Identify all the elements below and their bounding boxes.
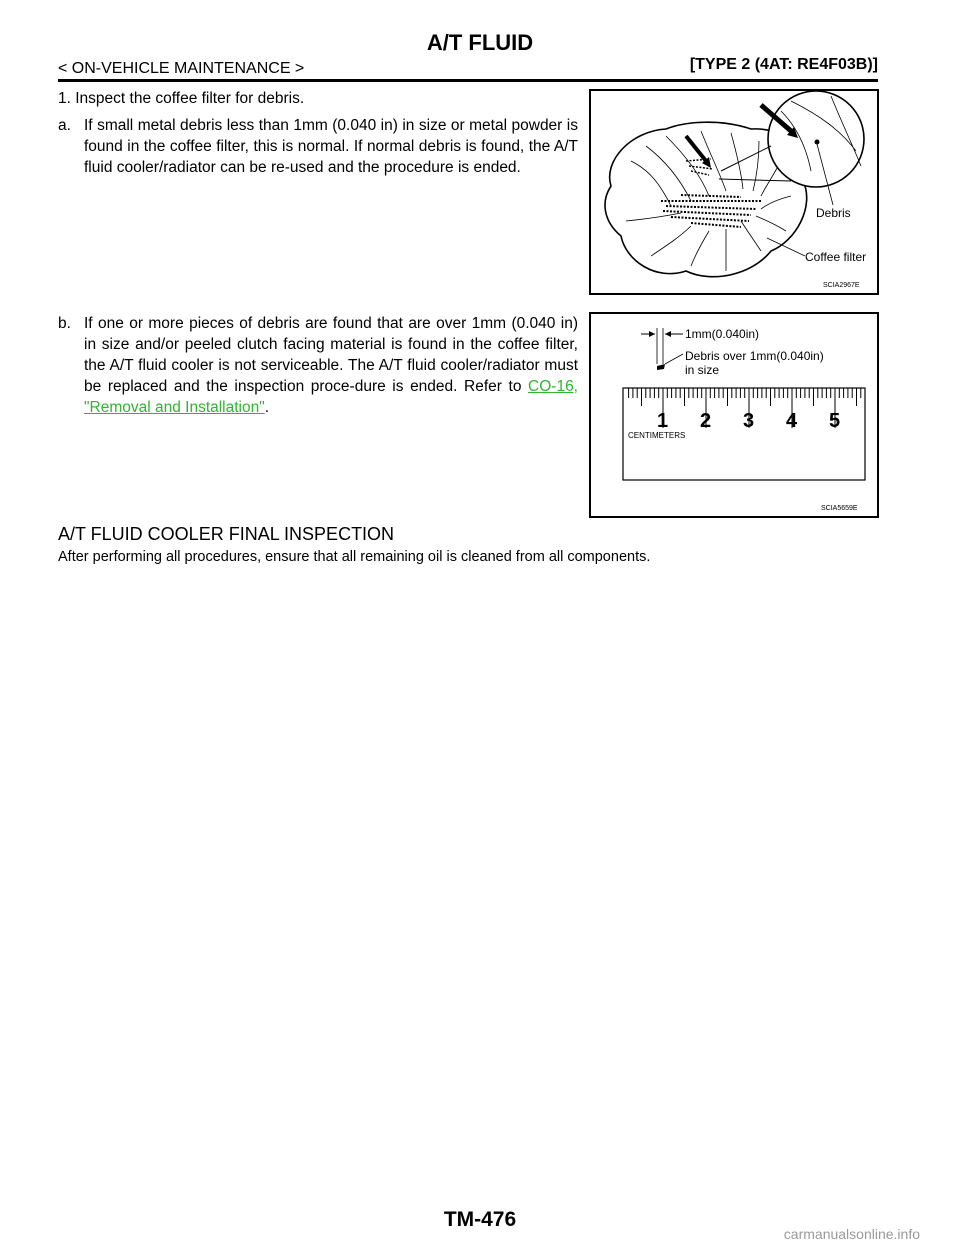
page-number: TM-476: [443, 1208, 517, 1231]
watermark: carmanualsonline.info: [783, 1226, 920, 1242]
coffee-filter-label: Coffee filter: [805, 250, 867, 264]
figure-code: SCIA2967E: [823, 282, 860, 289]
coffee-filter-figure: [589, 89, 879, 295]
step-a-marker: a.: [58, 117, 71, 134]
step-1: 1. Inspect the coffee filter for debris.: [58, 90, 305, 107]
header-rule: [58, 79, 878, 82]
step-b: [58, 313, 578, 418]
debris-over-label: Debris over 1mm(0.040in): [685, 349, 824, 363]
page-title: A/T FLUID: [426, 30, 534, 55]
section-label: < ON-VEHICLE MAINTENANCE >: [58, 60, 305, 77]
in-size-label: in size: [685, 363, 720, 377]
step-b-marker: b.: [58, 315, 71, 332]
ruler-illustration: [591, 314, 877, 516]
debris-size-figure: [589, 312, 879, 518]
step-b-text: If one or more pieces of debris are found that are over 1mm (0.040 in) in size and/or peeled clutch facing material is found in the coffee filter, the A/T fluid cooler is not serviceable. The A/T fluid cooler/radiator must be replaced and the inspection proce-dure is ended. Refer to: [84, 315, 578, 395]
step-a: [58, 115, 578, 178]
units-label: CENTIMETERS: [628, 431, 686, 440]
section-heading: A/T FLUID COOLER FINAL INSPECTION: [58, 524, 395, 544]
ruler-number: 3: [743, 410, 755, 432]
ruler-number: 5: [829, 410, 841, 432]
debris-label: Debris: [816, 206, 851, 220]
coffee-filter-illustration: [591, 91, 877, 293]
size-label: 1mm(0.040in): [685, 327, 760, 341]
ruler-number: 2: [700, 410, 712, 432]
reference-link[interactable]: CO-16, "Removal and Installation": [84, 378, 578, 416]
type-label: [TYPE 2 (4AT: RE4F03B)]: [689, 56, 878, 73]
step-b-body: [84, 313, 578, 418]
final-text: After performing all procedures, ensure that all remaining oil is cleaned from all components.: [58, 549, 651, 565]
step-b-end: .: [264, 399, 270, 416]
step-a-text: If small metal debris less than 1mm (0.040 in) in size or metal powder is found in the coffee filter, this is normal. If normal debris is found, the A/T fluid cooler/radiator can be re-used and the procedure is ended.: [84, 117, 578, 176]
figure-code: SCIA5659E: [821, 505, 858, 512]
ruler-number: 4: [786, 410, 798, 432]
ruler-number: 1: [657, 410, 669, 432]
